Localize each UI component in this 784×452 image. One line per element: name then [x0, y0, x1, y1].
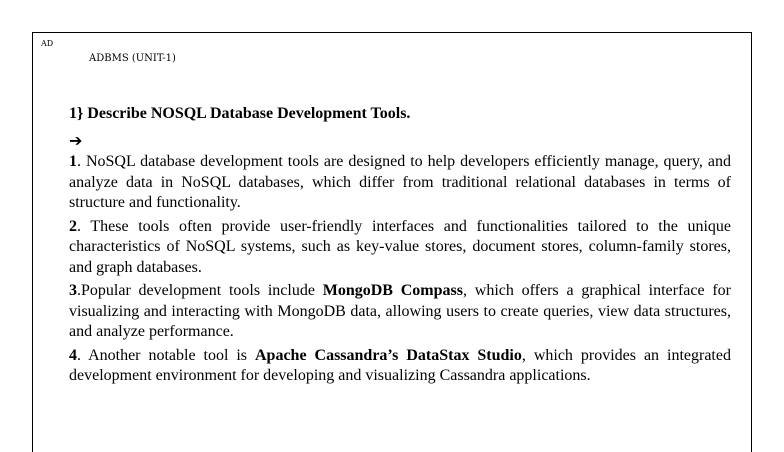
point-separator: . [77, 346, 89, 364]
point-bold-term: Apache Cassandra’s DataStax Studio [255, 346, 522, 364]
answer-point-2 [69, 217, 731, 279]
corner-mark: AD [41, 39, 54, 48]
point-number: 3 [69, 282, 77, 299]
answer-point-1 [69, 152, 731, 214]
point-separator: . [77, 282, 81, 299]
question-heading: 1} Describe NOSQL Database Development Tools. [69, 105, 411, 122]
point-number: 1 [69, 153, 77, 170]
point-bold-term: MongoDB Compass [322, 282, 463, 299]
answer-point-3 [69, 281, 731, 343]
point-text: Popular development tools include [81, 282, 323, 299]
document-page [32, 32, 752, 452]
answer-point-4 [69, 346, 731, 387]
arrow-icon: ➔ [69, 131, 83, 150]
answer-body [69, 152, 731, 390]
point-separator: . [77, 153, 86, 170]
point-text-continued: , which provides an integrated development environment for developing and visualizing Cassandra applications. [69, 346, 731, 384]
point-number: 4 [69, 346, 77, 364]
point-text-continued: , which offers a graphical interface for visualizing and interacting with MongoDB data, allowing users to create queries, view data structures, and analyze performance. [69, 282, 732, 340]
point-number: 2 [69, 217, 77, 235]
page-header: ADBMS (UNIT-1) [89, 53, 176, 64]
point-text: Another notable tool is [88, 346, 255, 364]
point-separator: . [77, 217, 91, 235]
point-text: NoSQL database development tools are designed to help developers efficiently manage, query, and analyze data in NoSQL databases, which differ from traditional relational databases in terms of structure and functionality. [69, 153, 732, 211]
point-text: These tools often provide user-friendly interfaces and functionalities tailored to the unique characteristics of NoSQL systems, such as key-value stores, document stores, column-family stores, and graph databases. [69, 217, 731, 276]
